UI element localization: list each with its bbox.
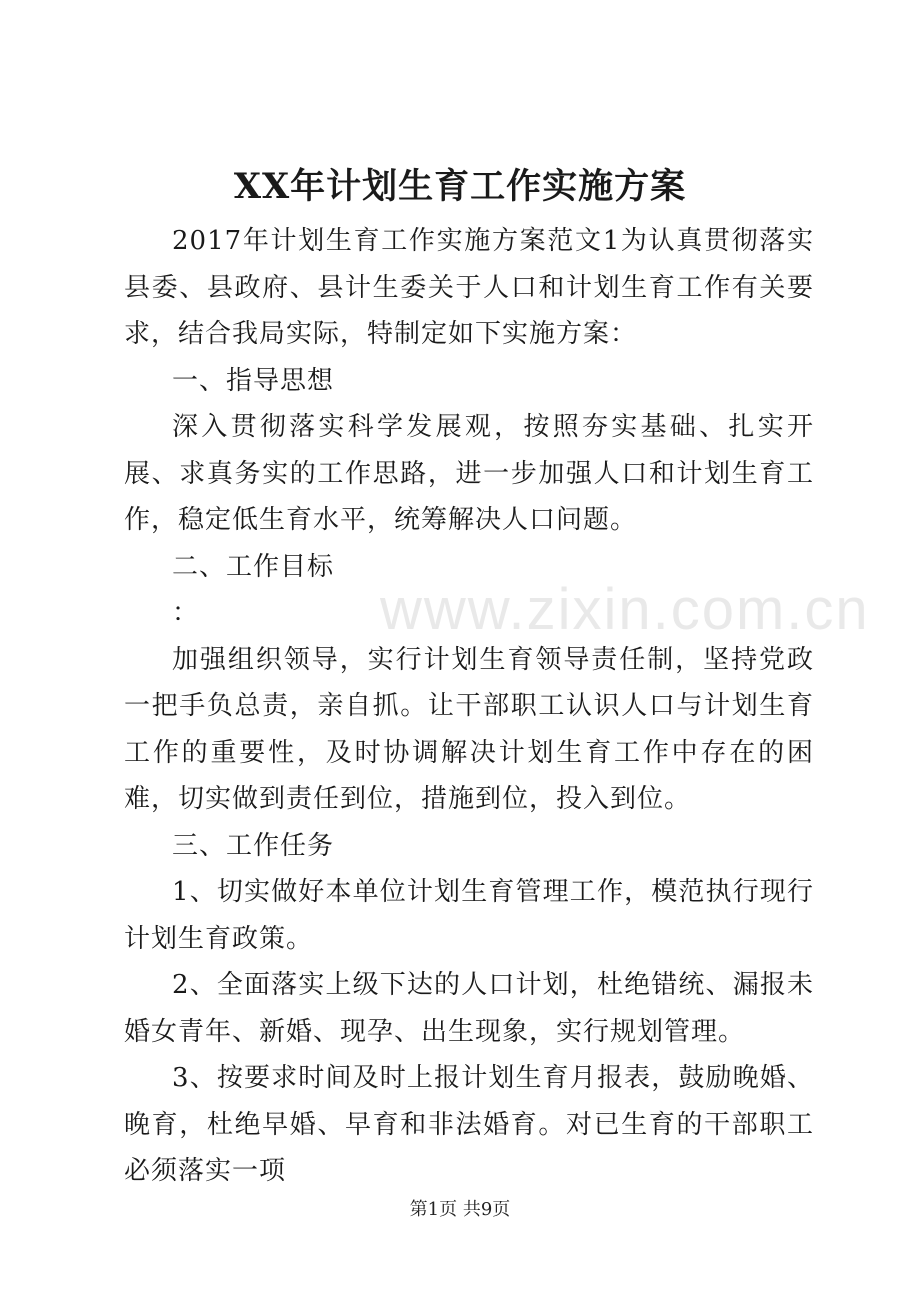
paragraph-task-1: 1、切实做好本单位计划生育管理工作，模范执行现行计划生育政策。 — [124, 877, 814, 954]
document-body — [124, 218, 814, 1195]
heading-work-tasks: 三、工作任务 — [172, 830, 335, 861]
watermark: www.zixin.com.cn — [380, 577, 870, 642]
heading-work-goals: 二、工作目标 — [172, 551, 335, 582]
page-footer: 第1页 共9页 — [409, 1199, 511, 1220]
paragraph-intro: 2017年计划生育工作实施方案范文1为认真贯彻落实县委、县政府、县计生委关于人口和计划生育工作有关要求，结合我局实际，特制定如下实施方案： — [124, 226, 814, 349]
paragraph-guiding-ideology: 深入贯彻落实科学发展观，按照夯实基础、扎实开展、求真务实的工作思路，进一步加强人口和计划生育工作，稳定低生育水平，统筹解决人口问题。 — [124, 412, 814, 535]
paragraph-task-3: 3、按要求时间及时上报计划生育月报表，鼓励晚婚、晚育，杜绝早婚、早育和非法婚育。对已生育的干部职工必须落实一项 — [124, 1063, 814, 1186]
heading-guiding-ideology: 一、指导思想 — [172, 365, 335, 396]
paragraph-work-goals: 加强组织领导，实行计划生育领导责任制，坚持党政一把手负总责，亲自抓。让干部职工认识人口与计划生育工作的重要性，及时协调解决计划生育工作中存在的困难，切实做到责任到位，措施到位，投入到位。 — [124, 644, 814, 814]
paragraph-task-2: 2、全面落实上级下达的人口计划，杜绝错统、漏报未婚女青年、新婚、现孕、出生现象，实行规划管理。 — [124, 970, 814, 1047]
paragraph-colon: ： — [172, 598, 200, 628]
document-title: XX年计划生育工作实施方案 — [233, 166, 687, 207]
